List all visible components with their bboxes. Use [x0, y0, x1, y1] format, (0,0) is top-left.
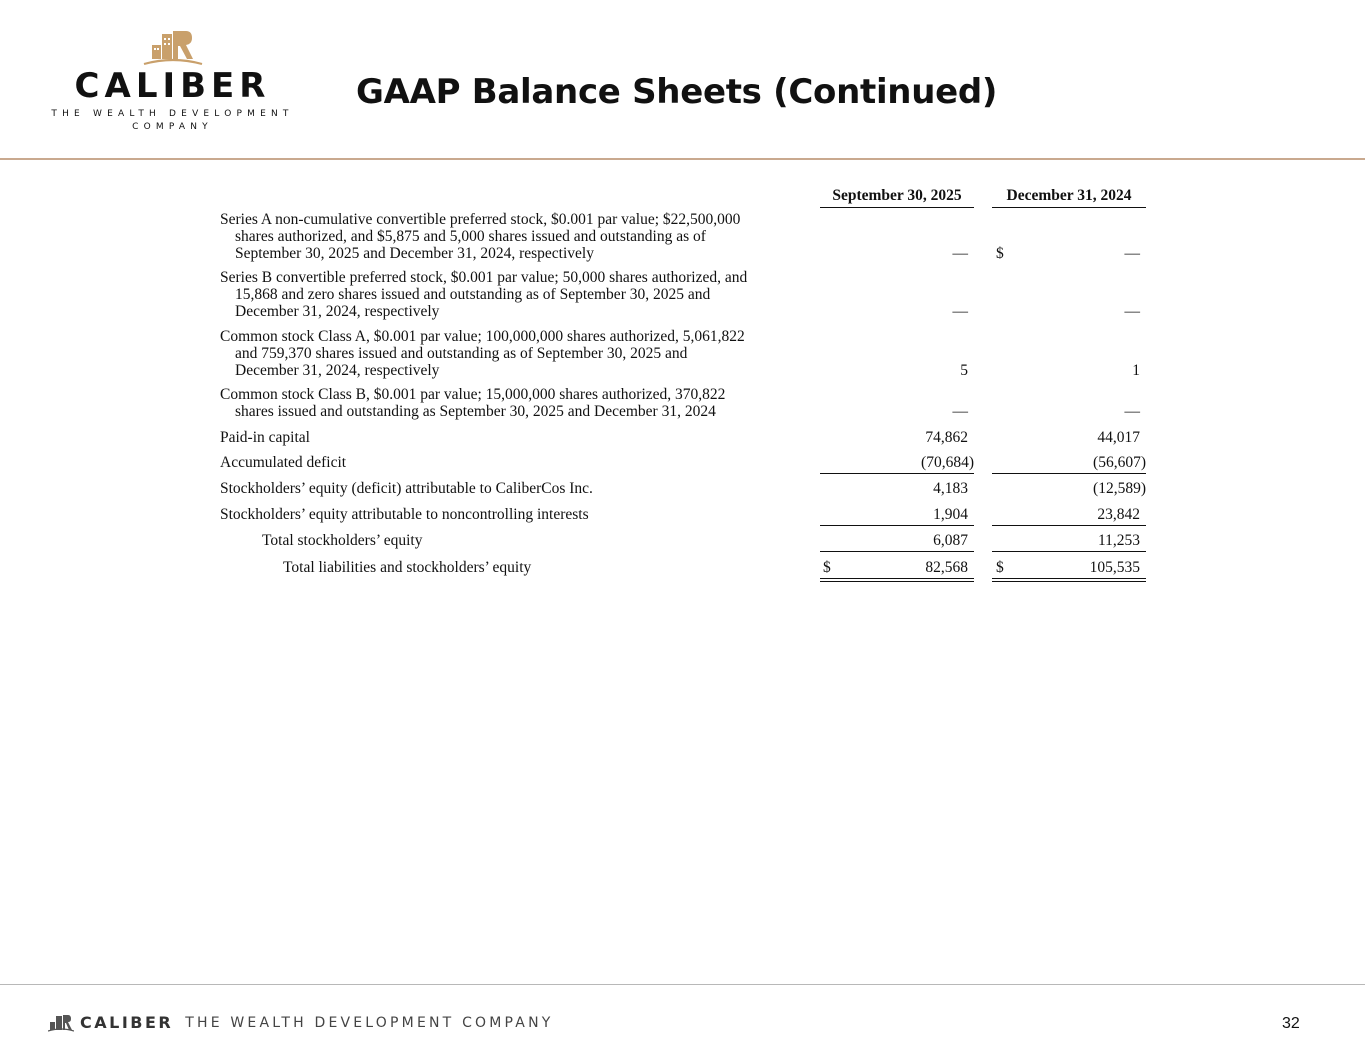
value-2025: —	[952, 245, 968, 262]
row-label: Paid-in capital	[220, 429, 310, 446]
value-2024: (56,607)	[1093, 454, 1146, 471]
currency-2024: $	[996, 559, 1004, 576]
value-2025: —	[952, 403, 968, 420]
footer-divider	[0, 984, 1365, 985]
value-2024: 11,253	[1097, 532, 1140, 549]
page-title: GAAP Balance Sheets (Continued)	[356, 72, 998, 112]
building-logo-icon	[48, 1014, 74, 1032]
row-label: Stockholders’ equity (deficit) attributable to CaliberCos Inc.	[220, 480, 593, 497]
value-2025: 74,862	[925, 429, 968, 446]
row-label: Stockholders’ equity attributable to noncontrolling interests	[220, 506, 589, 523]
subtotal-rule	[820, 525, 974, 526]
value-2024: (12,589)	[1093, 480, 1146, 497]
logo-tagline-2: COMPANY	[132, 122, 213, 132]
row-label: Series A non-cumulative convertible preferred stock, $0.001 par value; $22,500,000 shares authorized, and $5,875 and 5,000 shares issued and outstanding as of September 30, 2025 and December 31, 2024, respectively	[220, 211, 741, 262]
value-2025: 4,183	[933, 480, 968, 497]
value-2024: 44,017	[1097, 429, 1140, 446]
subtotal-rule	[820, 473, 974, 474]
column-header-dec-2024: December 31, 2024	[992, 185, 1146, 208]
value-2024: —	[1124, 245, 1140, 262]
page-number: 32	[1282, 1015, 1300, 1032]
header-divider	[0, 158, 1365, 160]
value-2025: 82,568	[925, 559, 968, 576]
value-2025: 6,087	[933, 532, 968, 549]
value-2024: 1	[1132, 362, 1140, 379]
logo-tagline-1: THE WEALTH DEVELOPMENT	[51, 109, 294, 119]
footer-logo	[48, 1013, 554, 1032]
value-2024: 105,535	[1089, 559, 1140, 576]
row-label: Accumulated deficit	[220, 454, 347, 471]
value-2024: —	[1124, 403, 1140, 420]
currency-2024: $	[996, 245, 1004, 262]
footer-tagline: THE WEALTH DEVELOPMENT COMPANY	[185, 1014, 554, 1031]
row-label: Series B convertible preferred stock, $0.001 par value; 50,000 shares authorized, and 15,868 and zero shares issued and outstanding as of September 30, 2025 and December 31, 2024, respectively	[220, 269, 748, 320]
row-label: Common stock Class A, $0.001 par value; 100,000,000 shares authorized, 5,061,822 and 759,370 shares issued and outstanding as of September 30, 2025 and December 31, 2024, respectively	[220, 328, 745, 379]
value-2025: 1,904	[933, 506, 968, 523]
logo-wordmark: CALIBER	[74, 66, 271, 106]
total-rule	[992, 551, 1146, 552]
building-logo-icon	[142, 28, 204, 66]
value-2025: 5	[960, 362, 968, 379]
subtotal-rule	[992, 473, 1146, 474]
value-2025: (70,684)	[921, 454, 974, 471]
footer-wordmark: CALIBER	[80, 1013, 174, 1032]
total-rule	[820, 551, 974, 552]
currency-2025: $	[823, 559, 831, 576]
grand-total-double-rule	[820, 578, 974, 582]
row-label: Common stock Class B, $0.001 par value; 15,000,000 shares authorized, 370,822 shares issued and outstanding as September 30, 2025 and December 31, 2024	[220, 386, 726, 420]
value-2024: —	[1124, 303, 1140, 320]
caliber-logo	[50, 28, 295, 134]
column-header-sep-2025: September 30, 2025	[820, 185, 974, 208]
grand-total-double-rule	[992, 578, 1146, 582]
value-2025: —	[952, 303, 968, 320]
value-2024: 23,842	[1097, 506, 1140, 523]
subtotal-rule	[992, 525, 1146, 526]
row-label: Total stockholders’ equity	[262, 532, 423, 549]
row-label: Total liabilities and stockholders’ equity	[283, 559, 532, 576]
